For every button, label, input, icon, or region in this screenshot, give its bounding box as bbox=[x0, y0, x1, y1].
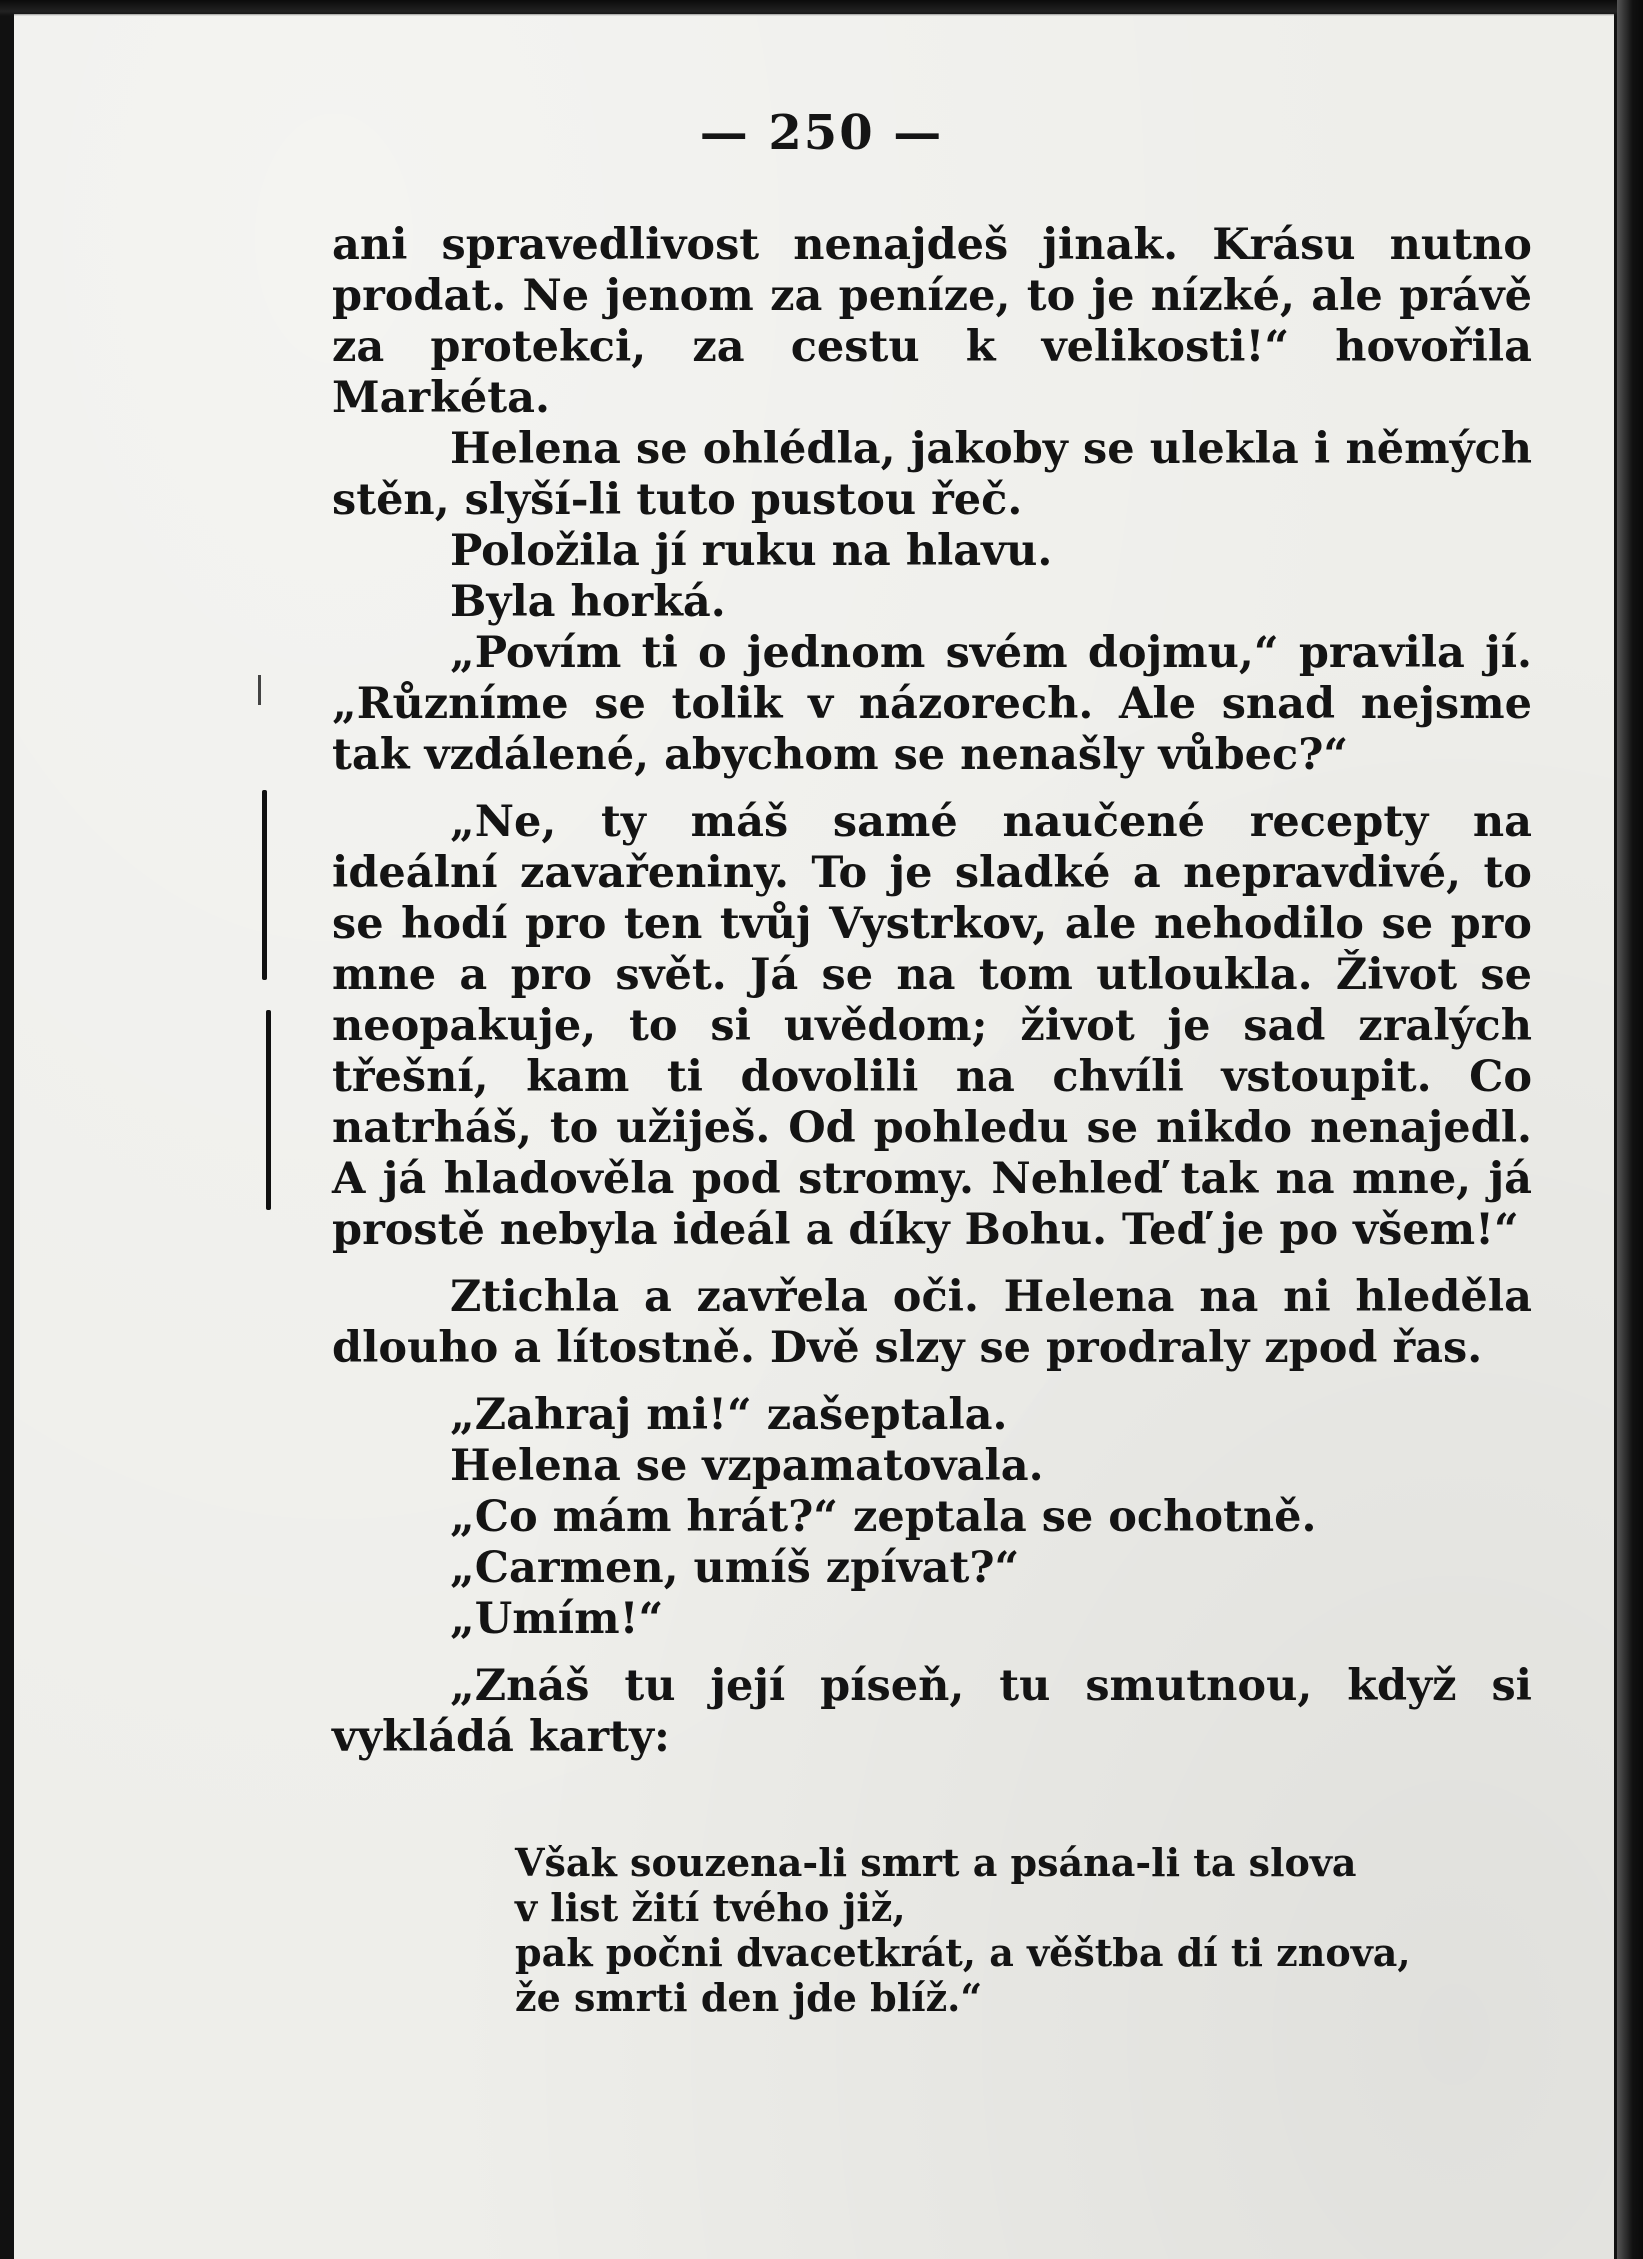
paragraph: Ztichla a zavřela oči. Helena na ni hleděla dlouho a lítostně. Dvě slzy se prodraly zpod řas. bbox=[332, 1272, 1532, 1373]
paragraph: „Povím ti o jednom svém dojmu,“ pravila jí. „Různíme se tolik v názorech. Ale snad nejsme tak vzdálené, abychom se nenašly vůbec?“ bbox=[332, 628, 1532, 780]
paragraph: Položila jí ruku na hlavu. bbox=[450, 526, 1053, 576]
verse-line: v list žití tvého již, bbox=[515, 1885, 906, 1930]
verse-line: že smrti den jde blíž.“ bbox=[515, 1975, 983, 2020]
paragraph: ani spravedlivost nenajdeš jinak. Krásu nutno prodat. Ne jenom za peníze, to je nízké, ale právě za protekci, za cestu k velikosti!“ hovořila Markéta. bbox=[332, 220, 1532, 423]
page-body bbox=[332, 220, 1532, 1763]
paragraph: Helena se vzpamatovala. bbox=[450, 1441, 1044, 1491]
margin-pencil-mark bbox=[266, 1010, 271, 1210]
paragraph: „Znáš tu její píseň, tu smutnou, když si vykládá karty: bbox=[332, 1661, 1532, 1762]
paragraph: „Umím!“ bbox=[450, 1594, 664, 1644]
verse-line: pak počni dvacetkrát, a věštba dí ti znova, bbox=[515, 1930, 1411, 1975]
margin-pencil-mark bbox=[262, 790, 267, 980]
paragraph: Helena se ohlédla, jakoby se ulekla i němých stěn, slyší-li tuto pustou řeč. bbox=[332, 424, 1532, 525]
verse-quote bbox=[515, 1840, 1515, 2020]
verse-line: Však souzena-li smrt a psána-li ta slova bbox=[515, 1840, 1357, 1885]
paragraph: „Zahraj mi!“ zašeptala. bbox=[450, 1390, 1008, 1440]
paragraph: „Ne, ty máš samé naučené recepty na ideální zavařeniny. To je sladké a nepravdivé, to se hodí pro ten tvůj Vystrkov, ale nehodilo se pro mne a pro svět. Já se na tom utloukla. Život se neopakuje, to si uvědom; život je sad zralých třešní, kam ti dovolili na chvíli vstoupit. Co natrháš, to užiješ. Od pohledu se nikdo nenajedl. A já hladověla pod stromy. Nehleď tak na mne, já prostě nebyla ideál a díky Bohu. Teď je po všem!“ bbox=[332, 797, 1532, 1255]
scan-right-edge bbox=[1617, 0, 1643, 2259]
scan-top-edge bbox=[0, 0, 1643, 16]
page-number: — 250 — bbox=[699, 105, 944, 161]
margin-pencil-mark bbox=[258, 675, 261, 705]
paragraph: Byla horká. bbox=[450, 577, 726, 627]
paragraph: „Co mám hrát?“ zeptala se ochotně. bbox=[450, 1492, 1317, 1542]
paragraph: „Carmen, umíš zpívat?“ bbox=[450, 1543, 1020, 1593]
